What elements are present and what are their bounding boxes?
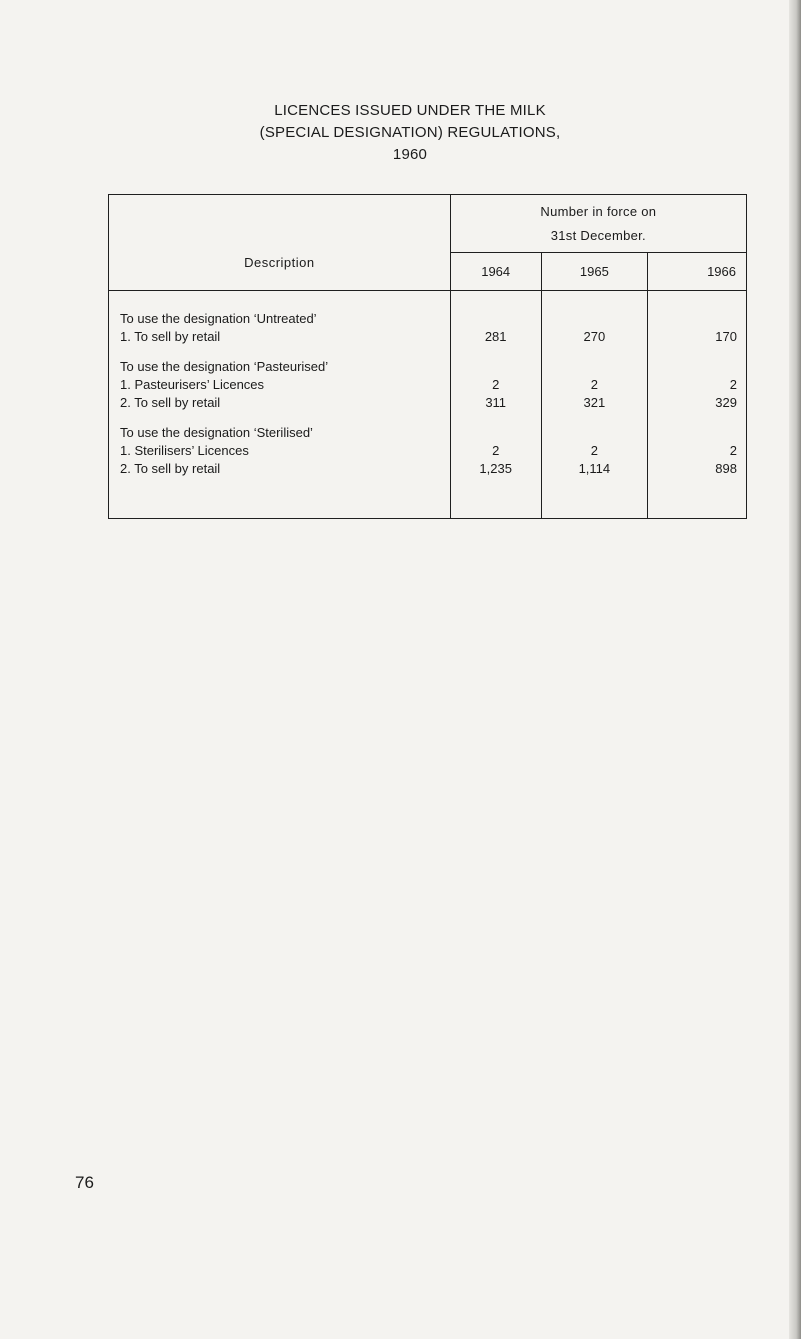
value-sterilisers-licences-1966: 2 <box>729 443 737 458</box>
value-pasteurisers-licences-1964: 2 <box>492 377 500 392</box>
column-1965 <box>541 291 647 519</box>
value-sterilised-retail-1966: 898 <box>715 461 737 476</box>
year-header-1965: 1965 <box>541 253 647 291</box>
value-sterilised-retail-1964: 1,235 <box>479 461 512 476</box>
year-header-1966: 1966 <box>648 253 747 291</box>
column-1966 <box>648 291 747 519</box>
section-heading-sterilised: To use the designation ‘Sterilised’ <box>120 425 313 440</box>
column-1964 <box>450 291 541 519</box>
title-line-1: LICENCES ISSUED UNDER THE MILK <box>274 102 546 119</box>
value-pasteurised-retail-1965: 321 <box>583 395 606 410</box>
row-label-sterilised-retail: 2. To sell by retail <box>120 461 221 476</box>
title-line-3: 1960 <box>392 146 428 163</box>
licences-table <box>108 194 747 519</box>
group-header-line-2: 31st December. <box>550 227 646 243</box>
page-edge-shadow <box>789 0 801 1339</box>
number-in-force-header <box>450 195 746 253</box>
title-line-2: (SPECIAL DESIGNATION) REGULATIONS, <box>259 124 561 141</box>
value-untreated-retail-1966: 170 <box>715 329 737 344</box>
group-header-line-1: Number in force on <box>540 203 657 219</box>
value-sterilised-retail-1965: 1,114 <box>578 461 611 476</box>
section-heading-untreated: To use the designation ‘Untreated’ <box>120 311 317 326</box>
value-sterilisers-licences-1964: 2 <box>492 443 500 458</box>
table-body-row <box>109 291 747 519</box>
row-label-untreated-retail: 1. To sell by retail <box>120 329 221 344</box>
row-label-sterilisers-licences: 1. Sterilisers’ Licences <box>120 443 249 458</box>
year-header-1964: 1964 <box>450 253 541 291</box>
value-pasteurisers-licences-1966: 2 <box>729 377 737 392</box>
value-pasteurised-retail-1964: 311 <box>485 395 507 410</box>
value-sterilisers-licences-1965: 2 <box>590 443 598 458</box>
value-untreated-retail-1964: 281 <box>484 329 507 344</box>
description-column <box>109 291 451 519</box>
value-pasteurisers-licences-1965: 2 <box>590 377 598 392</box>
document-title <box>0 100 801 166</box>
value-untreated-retail-1965: 270 <box>583 329 606 344</box>
header-row-top <box>109 195 747 253</box>
description-column-header: Description <box>109 195 451 291</box>
value-pasteurised-retail-1966: 329 <box>715 395 737 410</box>
row-label-pasteurised-retail: 2. To sell by retail <box>120 395 221 410</box>
row-label-pasteurisers-licences: 1. Pasteurisers’ Licences <box>120 377 265 392</box>
page-number: 76 <box>75 1173 94 1192</box>
section-heading-pasteurised: To use the designation ‘Pasteurised’ <box>120 359 329 374</box>
